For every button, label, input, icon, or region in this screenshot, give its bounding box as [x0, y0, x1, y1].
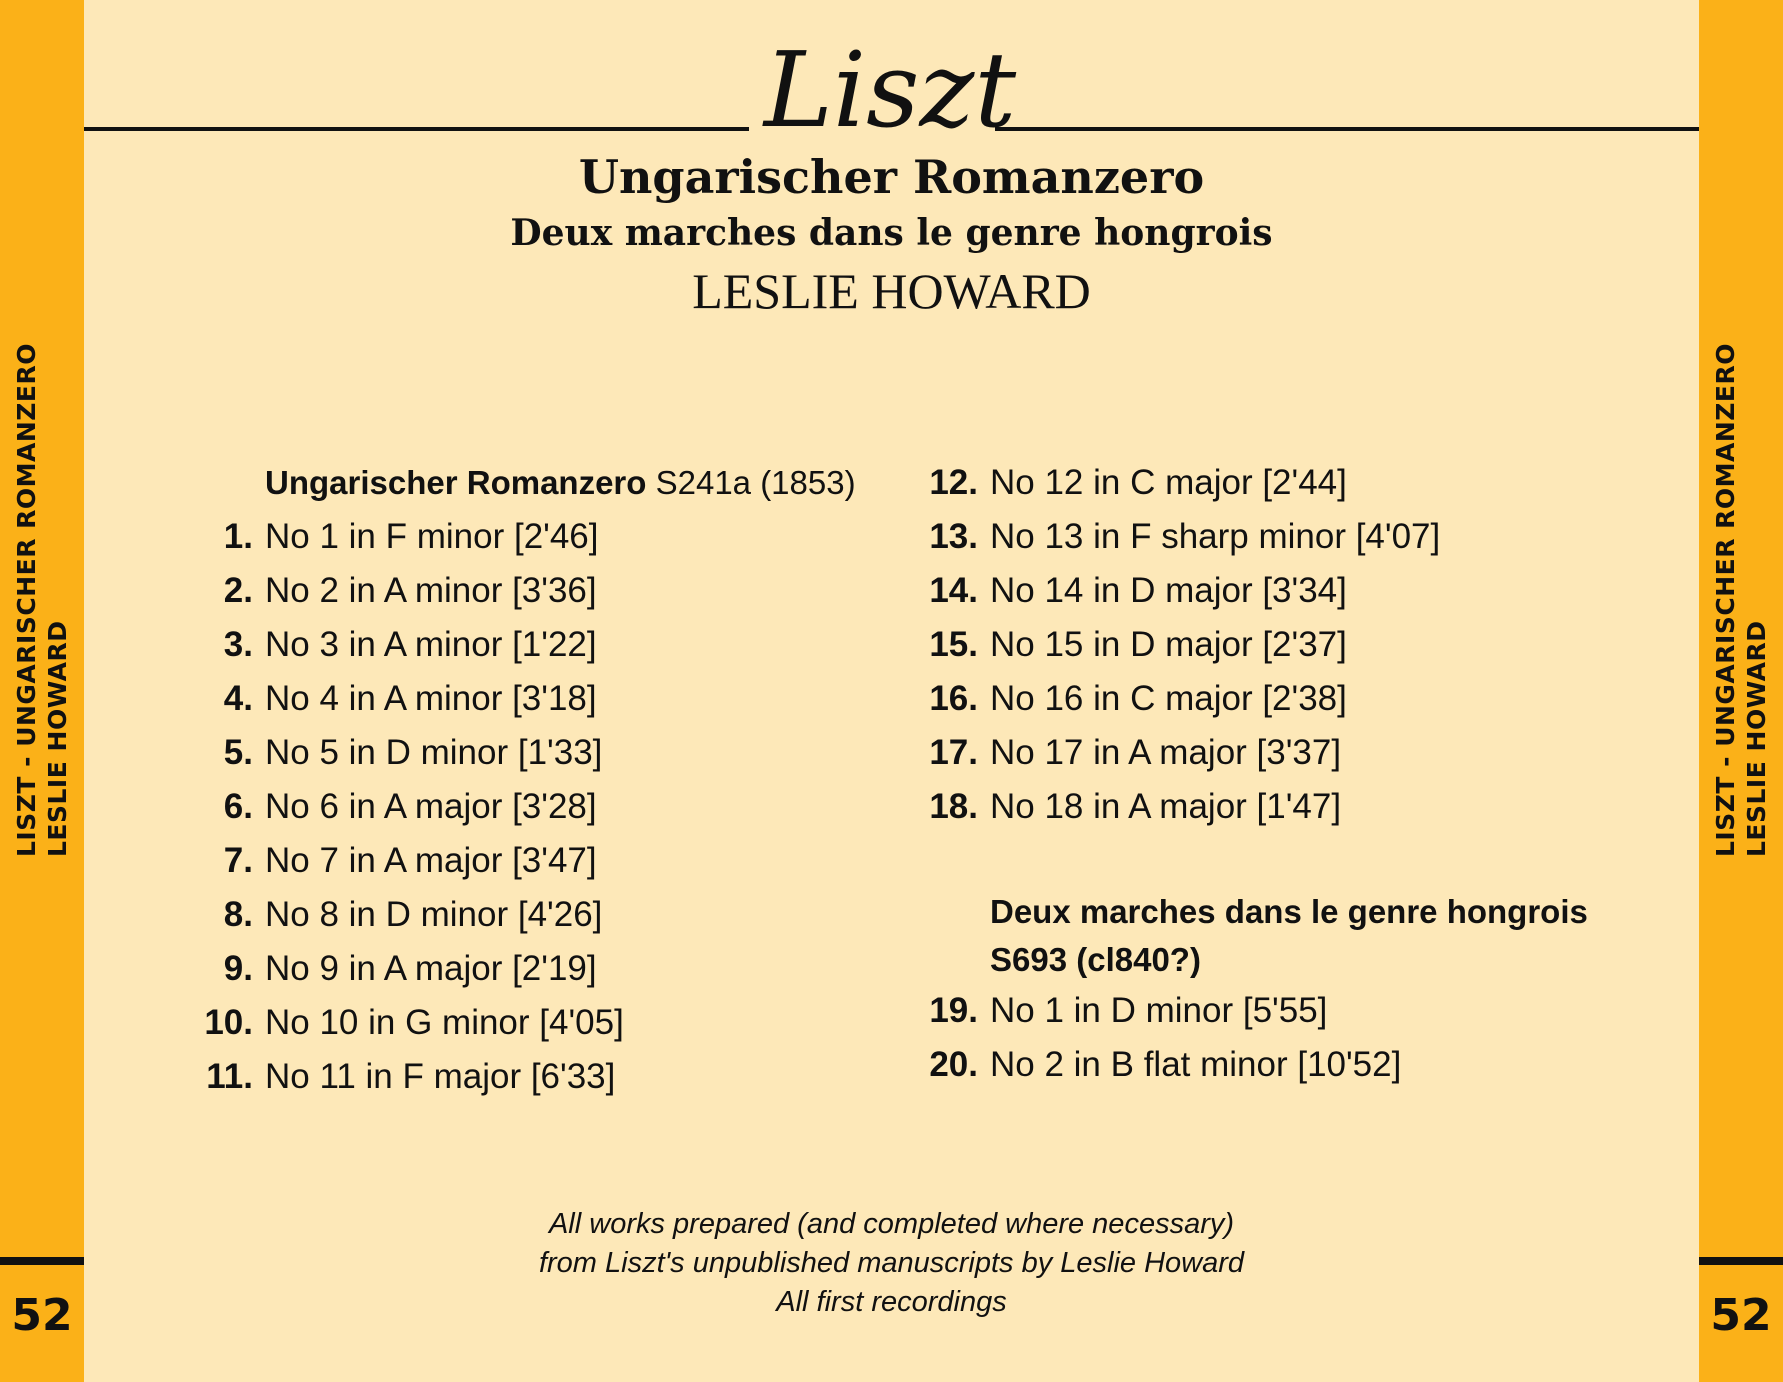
- track-row: [908, 780, 1668, 834]
- section-heading-line-1: Deux marches dans le genre hongrois: [990, 893, 1588, 930]
- track-number: 3.: [223, 625, 253, 664]
- track-title: No 14 in D major [3'34]: [990, 571, 1347, 610]
- track-number: 18.: [929, 787, 978, 826]
- track-number: 16.: [929, 679, 978, 718]
- track-number: 12.: [929, 463, 978, 502]
- track-number: 2.: [223, 571, 253, 610]
- album-subtitle: Deux marches dans le genre hongrois: [510, 212, 1273, 254]
- spine-text: [11, 343, 73, 857]
- header-rule-left: [84, 127, 749, 131]
- album-title: Ungarischer Romanzero: [578, 150, 1205, 204]
- section-heading-line-2: S693 (cl840?): [990, 941, 1201, 978]
- track-row: [183, 942, 883, 996]
- spine-catalogue-number: 52: [1710, 1290, 1772, 1341]
- track-row: [908, 456, 1668, 510]
- tracklist-left: [183, 456, 883, 1104]
- track-title: No 6 in A major [3'28]: [265, 787, 597, 826]
- track-number: 8.: [223, 895, 253, 934]
- track-row: [183, 510, 883, 564]
- track-row: [908, 618, 1668, 672]
- track-row: [183, 672, 883, 726]
- track-row: [183, 780, 883, 834]
- track-number: 5.: [223, 733, 253, 772]
- track-title: No 2 in B flat minor [10'52]: [990, 1045, 1402, 1084]
- track-title: No 5 in D minor [1'33]: [265, 733, 603, 772]
- track-number: 14.: [929, 571, 978, 610]
- track-title: No 2 in A minor [3'36]: [265, 571, 597, 610]
- track-number: 1.: [223, 517, 253, 556]
- track-number: 6.: [223, 787, 253, 826]
- section-heading-romanzero: [183, 456, 883, 510]
- track-row: [183, 618, 883, 672]
- left-spine: [0, 0, 84, 1382]
- track-row: [183, 564, 883, 618]
- section-heading-marches: [908, 888, 1668, 984]
- track-title: No 4 in A minor [3'18]: [265, 679, 597, 718]
- track-number: 13.: [929, 517, 978, 556]
- track-row: [908, 564, 1668, 618]
- track-row: [183, 726, 883, 780]
- track-row: [183, 996, 883, 1050]
- footer-line-2: from Liszt's unpublished manuscripts by Leslie Howard: [538, 1247, 1245, 1279]
- track-title: No 11 in F major [6'33]: [265, 1057, 616, 1096]
- track-number: 11.: [206, 1057, 253, 1096]
- track-title: No 12 in C major [2'44]: [990, 463, 1347, 502]
- spine-catalogue-number: 52: [11, 1290, 73, 1341]
- track-number: 9.: [223, 949, 253, 988]
- right-spine: [1699, 0, 1783, 1382]
- header-rule-right: [995, 127, 1699, 131]
- track-row: [908, 984, 1668, 1038]
- track-row: [908, 726, 1668, 780]
- track-number: 4.: [223, 679, 253, 718]
- track-number: 19.: [929, 991, 978, 1030]
- track-title: No 16 in C major [2'38]: [990, 679, 1347, 718]
- track-row: [183, 888, 883, 942]
- tracklist-right: [908, 456, 1668, 1092]
- track-title: No 9 in A major [2'19]: [265, 949, 597, 988]
- track-number: 7.: [223, 841, 253, 880]
- composer-name: Liszt: [763, 29, 1017, 151]
- footer-line-1: All works prepared (and completed where necessary): [548, 1208, 1235, 1240]
- track-number: 10.: [204, 1003, 253, 1042]
- track-number: 15.: [929, 625, 978, 664]
- track-row: [908, 672, 1668, 726]
- track-row: [908, 510, 1668, 564]
- track-title: No 8 in D minor [4'26]: [265, 895, 603, 934]
- track-title: No 10 in G minor [4'05]: [265, 1003, 624, 1042]
- track-row: [183, 1050, 883, 1104]
- track-title: No 18 in A major [1'47]: [990, 787, 1342, 826]
- track-title: No 7 in A major [3'47]: [265, 841, 597, 880]
- spine-line-1: LISZT - UNGARISCHER ROMANZERO: [12, 342, 41, 858]
- section-heading-catalogue: S241a (1853): [646, 464, 856, 501]
- track-title: No 1 in D minor [5'55]: [990, 991, 1328, 1030]
- performer-name: LESLIE HOWARD: [692, 263, 1091, 319]
- track-title: No 1 in F minor [2'46]: [265, 517, 599, 556]
- track-title: No 17 in A major [3'37]: [990, 733, 1342, 772]
- track-title: No 13 in F sharp minor [4'07]: [990, 517, 1441, 556]
- footer-notes: [0, 1205, 1783, 1322]
- section-heading-bold: Ungarischer Romanzero: [265, 464, 647, 501]
- spine-text: [1710, 343, 1772, 857]
- track-title: No 15 in D major [2'37]: [990, 625, 1347, 664]
- track-row: [908, 1038, 1668, 1092]
- track-number: 20.: [929, 1045, 978, 1084]
- track-number: 17.: [929, 733, 978, 772]
- track-row: [183, 834, 883, 888]
- spine-line-2: LESLIE HOWARD: [1742, 620, 1771, 858]
- track-title: No 3 in A minor [1'22]: [265, 625, 597, 664]
- footer-line-3: All first recordings: [776, 1286, 1007, 1318]
- spine-line-2: LESLIE HOWARD: [43, 620, 72, 858]
- spine-line-1: LISZT - UNGARISCHER ROMANZERO: [1711, 342, 1740, 858]
